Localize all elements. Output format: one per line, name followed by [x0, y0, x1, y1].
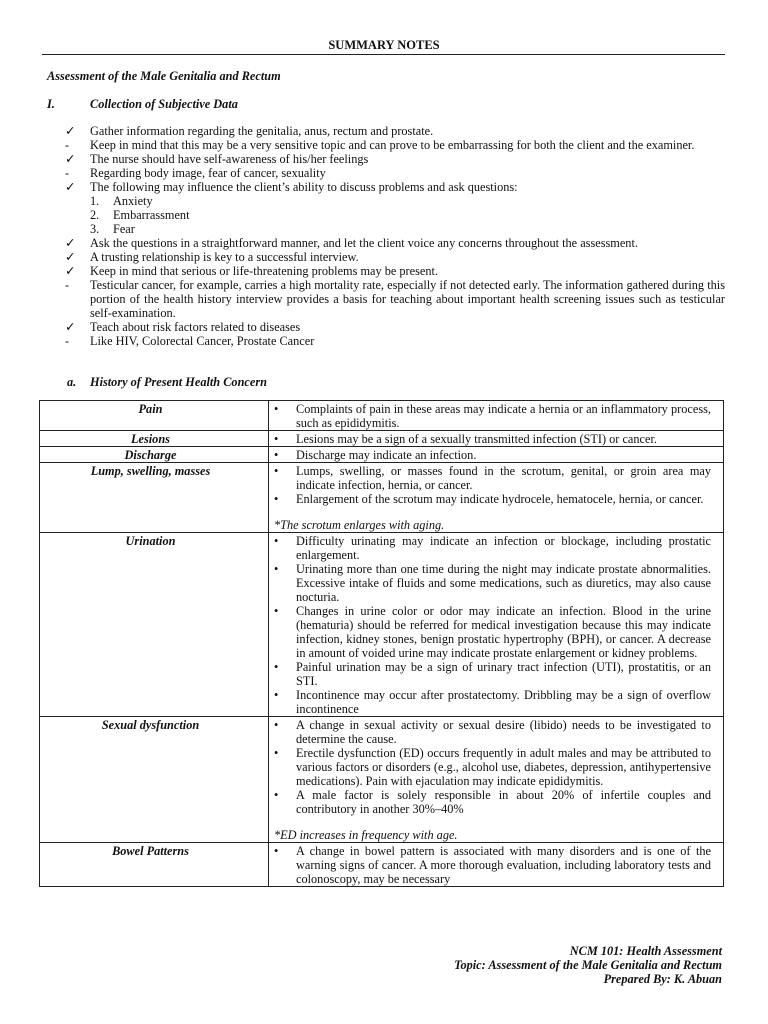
bullet-dot-icon: • [274, 432, 279, 446]
bullet-item [65, 320, 725, 334]
bullet-text: The following may influence the client’s ability to discuss problems and ask questions: [90, 180, 518, 194]
item-text: Anxiety [113, 194, 153, 208]
history-table [39, 400, 724, 887]
bullet-dot-icon: • [274, 402, 279, 416]
detail-text: Complaints of pain in these areas may indicate a hernia or an inflammatory process, such as epididymitis. [296, 402, 711, 430]
detail-item [274, 402, 711, 430]
bullet-dot-icon: • [274, 688, 279, 702]
bullet-text: Ask the questions in a straightforward manner, and let the client voice any concerns throughout the assessment. [90, 236, 638, 250]
detail-text: Discharge may indicate an infection. [296, 448, 477, 462]
dash-marker: - [65, 166, 70, 180]
row-label: Urination [40, 533, 269, 717]
bullet-item [65, 236, 725, 250]
bullet-item [65, 166, 725, 180]
item-number: 3. [90, 222, 100, 236]
detail-text: Lumps, swelling, or masses found in the scrotum, genital, or groin area may indicate infection, hernia, or cancer. [296, 464, 711, 492]
detail-text: A male factor is solely responsible in about 20% of infertile couples and contributory in another 30%–40% [296, 788, 711, 816]
bullet-text: The nurse should have self-awareness of his/her feelings [90, 152, 369, 166]
detail-text: Enlargement of the scrotum may indicate hydrocele, hematocele, hernia, or cancer. [296, 492, 704, 506]
detail-item [274, 718, 711, 746]
bullet-dot-icon: • [274, 534, 279, 548]
bullet-item [65, 138, 725, 152]
detail-item [274, 448, 711, 462]
bullet-item [65, 278, 725, 320]
checkmark-icon: ✓ [65, 180, 76, 194]
row-label: Sexual dysfunction [40, 717, 269, 843]
item-text: Embarrassment [113, 208, 190, 222]
detail-item [274, 660, 711, 688]
detail-list [274, 534, 711, 716]
checkmark-icon: ✓ [65, 320, 76, 334]
checkmark-icon: ✓ [65, 152, 76, 166]
detail-list [274, 432, 711, 446]
detail-list [274, 464, 711, 506]
bullet-text: Like HIV, Colorectal Cancer, Prostate Cancer [90, 334, 315, 348]
bullet-item [65, 180, 725, 194]
detail-text: Incontinence may occur after prostatectomy. Dribbling may be a sign of overflow incontinence [296, 688, 711, 716]
row-label: Bowel Patterns [40, 843, 269, 887]
page-header-title: SUMMARY NOTES [328, 38, 440, 52]
bullet-text: Testicular cancer, for example, carries a high mortality rate, especially if not detected early. The information gathered during this portion of the health history interview provides a basis for teaching about important health screening issues such as testicular self-examination. [90, 278, 725, 320]
table-row [40, 431, 724, 447]
table-row [40, 401, 724, 431]
bullet-dot-icon: • [274, 660, 279, 674]
row-details [269, 447, 724, 463]
section-number: I. [47, 97, 55, 111]
row-label: Pain [40, 401, 269, 431]
detail-text: A change in sexual activity or sexual desire (libido) needs to be investigated to determine the cause. [296, 718, 711, 746]
detail-text: Difficulty urinating may indicate an infection or blockage, including prostatic enlargement. [296, 534, 711, 562]
numbered-item [65, 208, 725, 222]
footer-topic: Topic: Assessment of the Male Genitalia and Rectum [454, 958, 722, 972]
numbered-item [65, 222, 725, 236]
item-number: 1. [90, 194, 100, 208]
document-title: Assessment of the Male Genitalia and Rectum [47, 69, 281, 83]
detail-text: Changes in urine color or odor may indicate an infection. Blood in the urine (hematuria) should be referred for medical investigation because this may indicate infection, kidney stones, benign prostatic hypertrophy (BPH), or cancer. A decrease in amount of voided urine may indicate prostate enlargement or kidney problems. [296, 604, 711, 660]
numbered-item [65, 194, 725, 208]
subsection-title: History of Present Health Concern [90, 375, 267, 389]
bullet-item [65, 152, 725, 166]
detail-text: Urinating more than one time during the night may indicate prostate abnormalities. Excessive intake of fluids and some medications, such as diuretics, may also cause nocturia. [296, 562, 711, 604]
subsection-letter: a. [67, 375, 77, 389]
footer-course: NCM 101: Health Assessment [569, 944, 722, 958]
table-row [40, 447, 724, 463]
bullet-dot-icon: • [274, 562, 279, 576]
bullet-text: Teach about risk factors related to diseases [90, 320, 301, 334]
detail-item [274, 534, 711, 562]
table-row [40, 463, 724, 533]
checkmark-icon: ✓ [65, 236, 76, 250]
detail-item [274, 844, 711, 886]
row-label: Discharge [40, 447, 269, 463]
page-footer [454, 944, 722, 986]
bullet-dot-icon: • [274, 604, 279, 618]
detail-list [274, 402, 711, 430]
table-row [40, 533, 724, 717]
row-details [269, 533, 724, 717]
dash-marker: - [65, 278, 70, 292]
detail-text: Painful urination may be a sign of urinary tract infection (UTI), prostatitis, or an STI. [296, 660, 711, 688]
row-details [269, 431, 724, 447]
detail-text: Lesions may be a sign of a sexually transmitted infection (STI) or cancer. [296, 432, 657, 446]
row-label: Lump, swelling, masses [40, 463, 269, 533]
header-divider [42, 54, 725, 55]
table-row [40, 843, 724, 887]
bullet-item [65, 124, 725, 138]
row-details [269, 717, 724, 843]
dash-marker: - [65, 138, 70, 152]
bullet-text: Gather information regarding the genitalia, anus, rectum and prostate. [90, 124, 434, 138]
detail-item [274, 562, 711, 604]
bullet-item [65, 334, 725, 348]
bullet-dot-icon: • [274, 788, 279, 802]
row-details [269, 463, 724, 533]
detail-item [274, 746, 711, 788]
bullet-dot-icon: • [274, 718, 279, 732]
detail-text: Erectile dysfunction (ED) occurs frequently in adult males and may be attributed to various factors or disorders (e.g., alcohol use, diabetes, depression, antihypertensive medications). Pain with ejaculation may indicate epididymitis. [296, 746, 711, 788]
detail-item [274, 604, 711, 660]
section-title: Collection of Subjective Data [90, 97, 238, 111]
row-note: *ED increases in frequency with age. [274, 828, 458, 842]
dash-marker: - [65, 334, 70, 348]
detail-item [274, 464, 711, 492]
bullet-dot-icon: • [274, 448, 279, 462]
bullet-text: Keep in mind that this may be a very sensitive topic and can prove to be embarrassing for both the client and the examiner. [90, 138, 695, 152]
checkmark-icon: ✓ [65, 264, 76, 278]
bullet-list [65, 124, 725, 348]
bullet-dot-icon: • [274, 492, 279, 506]
bullet-text: Regarding body image, fear of cancer, sexuality [90, 166, 326, 180]
bullet-dot-icon: • [274, 844, 279, 858]
detail-list [274, 448, 711, 462]
checkmark-icon: ✓ [65, 250, 76, 264]
subsection-heading [67, 375, 267, 389]
bullet-dot-icon: • [274, 746, 279, 760]
bullet-item [65, 264, 725, 278]
checkmark-icon: ✓ [65, 124, 76, 138]
section-heading [47, 97, 238, 111]
bullet-item [65, 250, 725, 264]
table-row [40, 717, 724, 843]
detail-text: A change in bowel pattern is associated with many disorders and is one of the warning signs of cancer. A more thorough evaluation, including laboratory tests and colonoscopy, may be necessary [296, 844, 711, 886]
row-note: *The scrotum enlarges with aging. [274, 518, 445, 532]
item-number: 2. [90, 208, 100, 222]
detail-item [274, 432, 711, 446]
detail-list [274, 844, 711, 886]
row-details [269, 401, 724, 431]
bullet-text: A trusting relationship is key to a successful interview. [90, 250, 359, 264]
bullet-dot-icon: • [274, 464, 279, 478]
bullet-text: Keep in mind that serious or life-threatening problems may be present. [90, 264, 438, 278]
detail-list [274, 718, 711, 816]
detail-item [274, 492, 711, 506]
row-details [269, 843, 724, 887]
row-label: Lesions [40, 431, 269, 447]
detail-item [274, 788, 711, 816]
detail-item [274, 688, 711, 716]
item-text: Fear [113, 222, 135, 236]
footer-author: Prepared By: K. Abuan [603, 972, 722, 986]
